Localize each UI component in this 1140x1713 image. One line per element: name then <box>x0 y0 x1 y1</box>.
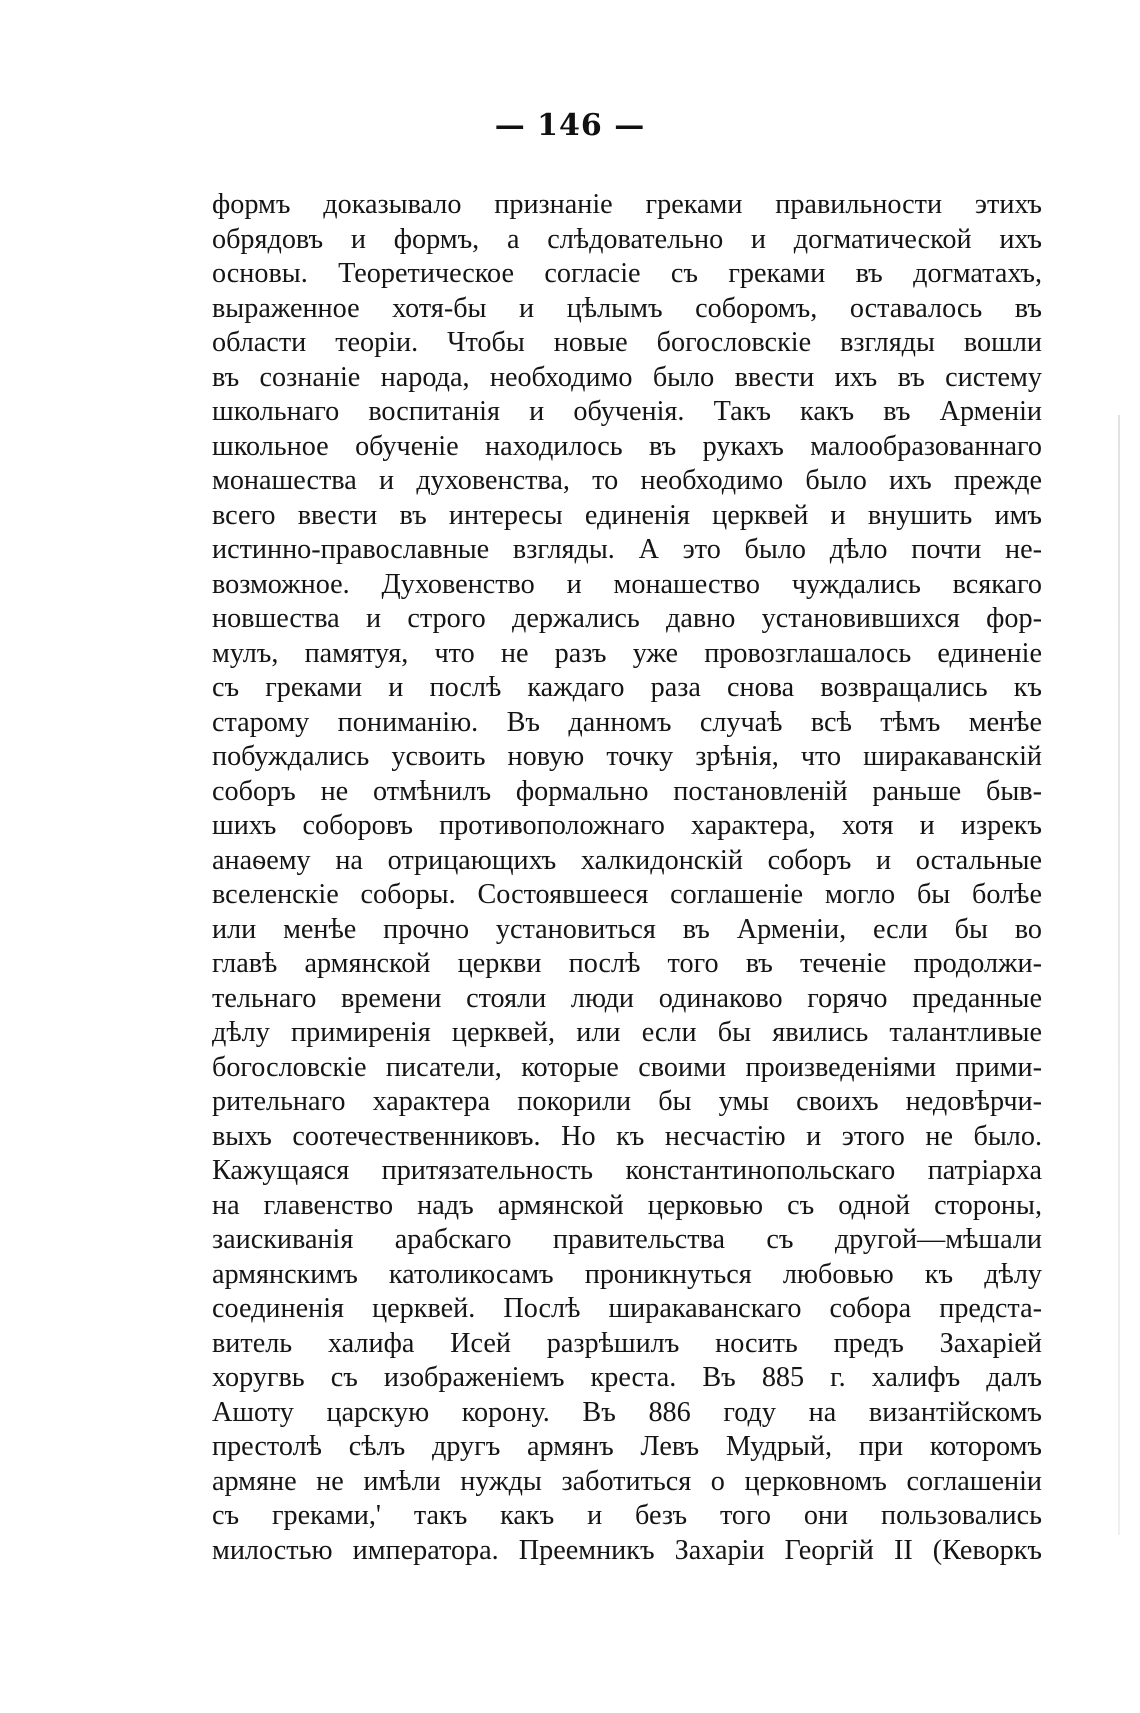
text-line: истинно-православные взгляды. А это было дѣло почти не- <box>212 534 1042 565</box>
text-line: новшества и строго держались давно установившихся фор- <box>212 603 1042 634</box>
text-line: соединенія церквей. Послѣ ширакаванскаго собора предста- <box>212 1293 1042 1324</box>
text-line: школьное обученіе находилось въ рукахъ малообразованнаго <box>212 430 1042 462</box>
text-line: всего ввести въ интересы единенія церквей и внушить имъ <box>212 499 1042 531</box>
text-line: главѣ армянской церкви послѣ того въ теченіе продолжи- <box>212 948 1042 979</box>
body-text <box>212 188 1042 1568</box>
text-line: возможное. Духовенство и монашество чуждались всякаго <box>212 568 1042 600</box>
text-line: выхъ соотечественниковъ. Но къ несчастію и этого не было. <box>212 1120 1042 1152</box>
text-line: рительнаго характера покорили бы умы своихъ недовѣрчи- <box>212 1086 1042 1117</box>
text-line: дѣлу примиренія церквей, или если бы явились талантливые <box>212 1017 1042 1048</box>
text-line: на главенство надъ армянской церковью съ одной стороны, <box>212 1189 1042 1221</box>
text-line: богословскіе писатели, которые своими произведеніями прими- <box>212 1051 1042 1083</box>
text-line: въ сознаніе народа, необходимо было ввести ихъ въ систему <box>212 361 1042 393</box>
text-line: мулъ, памятуя, что не разъ уже провозглашалось единеніе <box>212 637 1042 669</box>
text-line: соборъ не отмѣнилъ формально постановленій раньше быв- <box>212 775 1042 807</box>
text-line: Кажущаяся притязательность константинопольскаго патріарха <box>212 1155 1042 1186</box>
text-line: выраженное хотя-бы и цѣлымъ соборомъ, оставалось въ <box>212 292 1042 324</box>
page-edge-shadow <box>1118 415 1120 1535</box>
text-line: школьнаго воспитанія и обученія. Такъ какъ въ Арменіи <box>212 396 1042 427</box>
text-line: витель халифа Исей разрѣшилъ носить предъ Захаріей <box>212 1327 1042 1359</box>
text-line: побуждались усвоить новую точку зрѣнія, что ширакаванскій <box>212 741 1042 772</box>
text-line: престолѣ сѣлъ другъ армянъ Левъ Мудрый, при которомъ <box>212 1431 1042 1462</box>
text-line: области теоріи. Чтобы новые богословскіе взгляды вошли <box>212 327 1042 358</box>
text-line: или менѣе прочно установиться въ Арменіи, если бы во <box>212 913 1042 945</box>
text-line: шихъ соборовъ противоположнаго характера, хотя и изрекъ <box>212 810 1042 841</box>
text-line: основы. Теоретическое согласіе съ греками въ догматахъ, <box>212 258 1042 289</box>
text-line: анаѳему на отрицающихъ халкидонскій соборъ и остальные <box>212 844 1042 876</box>
text-line: заискиванія арабскаго правительства съ другой—мѣшали <box>212 1224 1042 1255</box>
text-line: вселенскіе соборы. Состоявшееся соглашеніе могло бы болѣе <box>212 879 1042 910</box>
page-number: — 146 — <box>494 108 646 143</box>
text-line: съ греками и послѣ каждаго раза снова возвращались къ <box>212 672 1042 703</box>
text-line: монашества и духовенства, то необходимо было ихъ прежде <box>212 465 1042 496</box>
text-line: армянскимъ католикосамъ проникнуться любовью къ дѣлу <box>212 1258 1042 1290</box>
text-line: хоругвь съ изображеніемъ креста. Въ 885 г. халифъ далъ <box>212 1362 1042 1393</box>
text-line: тельнаго времени стояли люди одинаково горячо преданные <box>212 982 1042 1014</box>
text-line: милостью императора. Преемникъ Захаріи Георгій II (Кеворкъ <box>212 1534 1042 1566</box>
text-line: формъ доказывало признаніе греками правильности этихъ <box>212 189 1042 220</box>
text-line: Ашоту царскую корону. Въ 886 году на византійскомъ <box>212 1396 1042 1428</box>
text-line: обрядовъ и формъ, а слѣдовательно и догматической ихъ <box>212 223 1042 255</box>
text-line: старому пониманію. Въ данномъ случаѣ всѣ тѣмъ менѣе <box>212 706 1042 738</box>
text-line: армяне не имѣли нужды заботиться о церковномъ соглашеніи <box>212 1465 1042 1497</box>
text-line: съ греками,' такъ какъ и безъ того они пользовались <box>212 1500 1042 1531</box>
